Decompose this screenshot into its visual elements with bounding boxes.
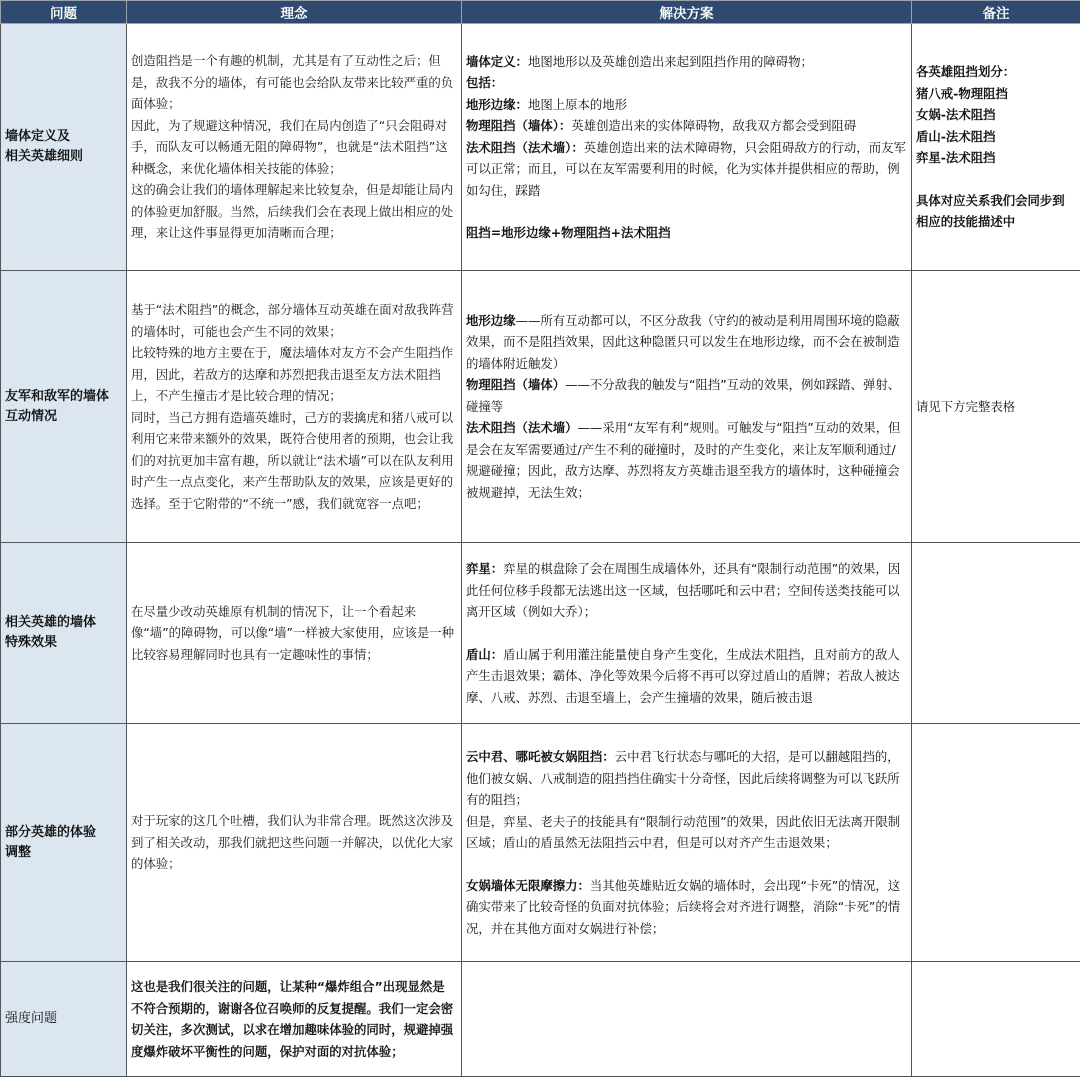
note-line: 请见下方完整表格 bbox=[916, 398, 1016, 414]
solution-line bbox=[466, 558, 907, 623]
note-line: 弈星-法术阻挡 bbox=[916, 150, 996, 166]
solution-label: 墙体定义： bbox=[466, 53, 528, 69]
header-idea: 理念 bbox=[127, 1, 462, 24]
solution-label: 地形边缘 bbox=[466, 312, 516, 328]
spacer bbox=[466, 854, 907, 875]
solution-text: ——所有互动都可以，不区分敌我（守约的被动是利用周围环境的隐蔽效果，而不是阻挡效果，因此这种隐匿只可以发生在地形边缘，而不会在被制造的墙体附近触发） bbox=[466, 312, 900, 371]
solution-label: 法术阻挡（法术墙） bbox=[466, 420, 578, 436]
question-text: 强度问题 bbox=[5, 1011, 58, 1026]
question-text: 相关英雄的墙体 特殊效果 bbox=[5, 615, 97, 650]
solution-cell bbox=[462, 543, 912, 724]
question-cell bbox=[1, 271, 127, 543]
solution-line bbox=[466, 644, 907, 709]
note-cell bbox=[912, 962, 1080, 1077]
solution-text: 但是，弈星、老夫子的技能具有“限制行动范围”的效果，因此依旧无法离开限制区域；盾山的盾虽然无法阻挡云中君，但是可以对齐产生击退效果； bbox=[466, 813, 901, 850]
table-row bbox=[1, 724, 1080, 962]
solution-label: 包括： bbox=[466, 75, 504, 90]
solution-line bbox=[466, 875, 907, 940]
header-note: 备注 bbox=[912, 1, 1080, 24]
table-row bbox=[1, 543, 1080, 724]
note-line: 女娲-法术阻挡 bbox=[916, 107, 996, 123]
question-cell bbox=[1, 24, 127, 271]
question-cell bbox=[1, 543, 127, 724]
solution-line bbox=[466, 417, 907, 503]
idea-cell bbox=[127, 271, 462, 543]
header-solution: 解决方案 bbox=[462, 1, 912, 24]
idea-cell bbox=[127, 962, 462, 1077]
solution-text: ——不分敌我的触发与“阻挡”互动的效果，例如踩踏、弹射、碰撞等 bbox=[466, 377, 901, 414]
solution-text: ——采用“友军有利”规则。可触发与“阻挡”互动的效果，但是会在友军需要通过/产生不利的碰撞时，及时的产生变化，来让友军顺利通过/规避碰撞；因此，敌方达摩、苏烈将友方英雄击退至我方的墙体时，这种碰撞会被规避掉，无法生效； bbox=[466, 420, 901, 500]
question-text: 友军和敌军的墙体 互动情况 bbox=[5, 388, 110, 424]
solution-text: 盾山属于利用灌注能量使自身产生变化，生成法术阻挡，且对前方的敌人产生击退效果；霸体、净化等效果今后将不再可以穿过盾山的盾牌；若敌人被达摩、八戒、苏烈、击退至墙上，会产生撞墙的效果，随后被击退 bbox=[466, 646, 900, 705]
solution-text: 弈星的棋盘除了会在周围生成墙体外，还具有“限制行动范围”的效果，因此任何位移手段都无法逃出这一区域，包括哪吒和云中君；空间传送类技能可以离开区域（例如大乔）； bbox=[466, 561, 901, 619]
solution-line bbox=[466, 51, 907, 73]
solution-cell bbox=[462, 962, 912, 1077]
solution-text: 云中君飞行状态与哪吒的大招，是可以翻越阻挡的，他们被女娲、八戒制造的阻挡挡住确实十分奇怪，因此后续将调整为可以飞跃所有的阻挡； bbox=[466, 749, 900, 807]
idea-text: 这也是我们很关注的问题，让某种“爆炸组合”出现显然是不符合预期的，谢谢各位召唤师的反复提醒。我们一定会密切关注，多次测试，以求在增加趣味体验的同时，规避掉强度爆炸破坏平衡性的问题，保护对面的对抗体验； bbox=[131, 979, 454, 1059]
note-line: 盾山-法术阻挡 bbox=[916, 128, 996, 144]
note-cell bbox=[912, 271, 1080, 543]
solution-label: 云中君、哪吒被女娲阻挡： bbox=[466, 749, 615, 764]
solution-line bbox=[466, 811, 907, 854]
note-cell bbox=[912, 24, 1080, 271]
spacer bbox=[916, 169, 1076, 190]
question-text: 墙体定义及 相关英雄细则 bbox=[5, 129, 84, 164]
solution-text: 英雄创造出来的法术障碍物，只会阻碍敌方的行动，而友军可以正常；而且，可以在友军需要利用的时候，化为实体并提供相应的帮助，例如勾住，踩踏 bbox=[466, 139, 906, 198]
solution-cell bbox=[462, 724, 912, 962]
solution-text: 地图地形以及英雄创造出来起到阻挡作用的障碍物； bbox=[527, 53, 813, 69]
solution-text: 地图上原本的地形 bbox=[527, 96, 628, 112]
solution-line bbox=[466, 94, 907, 116]
note-cell bbox=[912, 724, 1080, 962]
idea-text: 对于玩家的这几个吐槽，我们认为非常合理。既然这次涉及到了相关改动，那我们就把这些问题一并解决，以优化大家的体验； bbox=[131, 813, 454, 872]
solution-line bbox=[466, 374, 907, 417]
solution-label: 物理阻挡（墙体）： bbox=[466, 118, 572, 133]
note-line: 猪八戒-物理阻挡 bbox=[916, 85, 1008, 101]
header-question: 问题 bbox=[1, 1, 127, 24]
solution-label: 物理阻挡（墙体） bbox=[466, 377, 566, 393]
solution-label: 盾山： bbox=[466, 646, 504, 662]
solution-line bbox=[466, 137, 907, 202]
header-row bbox=[1, 1, 1080, 24]
note-line: 各英雄阻挡划分： bbox=[916, 64, 1016, 80]
solution-cell bbox=[462, 24, 912, 271]
spacer bbox=[466, 623, 907, 644]
table-row bbox=[1, 271, 1080, 543]
solution-label: 弈星： bbox=[466, 561, 504, 576]
idea-cell bbox=[127, 543, 462, 724]
idea-cell bbox=[127, 724, 462, 962]
note-line: 具体对应关系我们会同步到相应的技能描述中 bbox=[916, 192, 1065, 230]
spacer bbox=[466, 201, 907, 222]
idea-cell bbox=[127, 24, 462, 271]
solution-text: 当其他英雄贴近女娲的墙体时，会出现“卡死”的情况，这确实带来了比较奇怪的负面对抗体验；后续将会对齐进行调整，消除“卡死”的情况，并在其他方面对女娲进行补偿； bbox=[466, 877, 901, 936]
solution-line bbox=[466, 72, 907, 94]
question-cell bbox=[1, 962, 127, 1077]
solution-cell bbox=[462, 271, 912, 543]
solution-text: 英雄创造出来的实体障碍物，敌我双方都会受到阻碍 bbox=[571, 118, 857, 133]
solution-formula: 阻挡=地形边缘+物理阻挡+法术阻挡 bbox=[466, 225, 671, 240]
idea-text: 创造阻挡是一个有趣的机制，尤其是有了互动性之后；但是，敌我不分的墙体，有可能也会给队友带来比较严重的负面体验； 因此，为了规避这种情况，我们在局内创造了“只会阻碍对手，而队友可以畅通无阻的障碍物”，也就是“法术阻挡”这种概念，来优化墙体相关技能的体验； 这的确会让我们的墙体理解起来比较复杂，但是却能让局内的体验更加舒服。当然，后续我们会在表现上做出相应的处理，来让这件事显得更加清晰而合理； bbox=[131, 53, 454, 241]
idea-text: 基于“法术阻挡”的概念，部分墙体互动英雄在面对敌我阵营的墙体时，可能也会产生不同的效果； 比较特殊的地方主要在于，魔法墙体对友方不会产生阻挡作用，因此，若敌方的达摩和苏烈把我击退至友方法术阻挡上，不产生撞击才是比较合理的情况； 同时，当己方拥有造墙英雄时，己方的裴擒虎和猪八戒可以利用它来带来额外的效果，既符合使用者的预期，也会让我们的对抗更加丰富有趣，所以就让“法术墙”可以在队友利用时产生一点点变化，来产生帮助队友的效果，应该是更好的选择。至于它附带的“不统一”感，我们就宽容一点吧； bbox=[131, 302, 454, 511]
solution-label: 法术阻挡（法术墙）： bbox=[466, 139, 584, 155]
question-cell bbox=[1, 724, 127, 962]
idea-text: 在尽量少改动英雄原有机制的情况下，让一个看起来像“墙”的障碍物，可以像“墙”一样被大家使用，应该是一种比较容易理解同时也具有一定趣味性的事情； bbox=[131, 603, 455, 662]
note-cell bbox=[912, 543, 1080, 724]
solution-line bbox=[466, 115, 907, 137]
question-text: 部分英雄的体验 调整 bbox=[5, 824, 97, 860]
solution-label: 女娲墙体无限摩擦力： bbox=[466, 877, 590, 893]
table-row bbox=[1, 962, 1080, 1077]
solution-line bbox=[466, 746, 907, 811]
solution-line bbox=[466, 310, 907, 375]
solution-label: 地形边缘： bbox=[466, 96, 528, 112]
table-row bbox=[1, 24, 1080, 271]
